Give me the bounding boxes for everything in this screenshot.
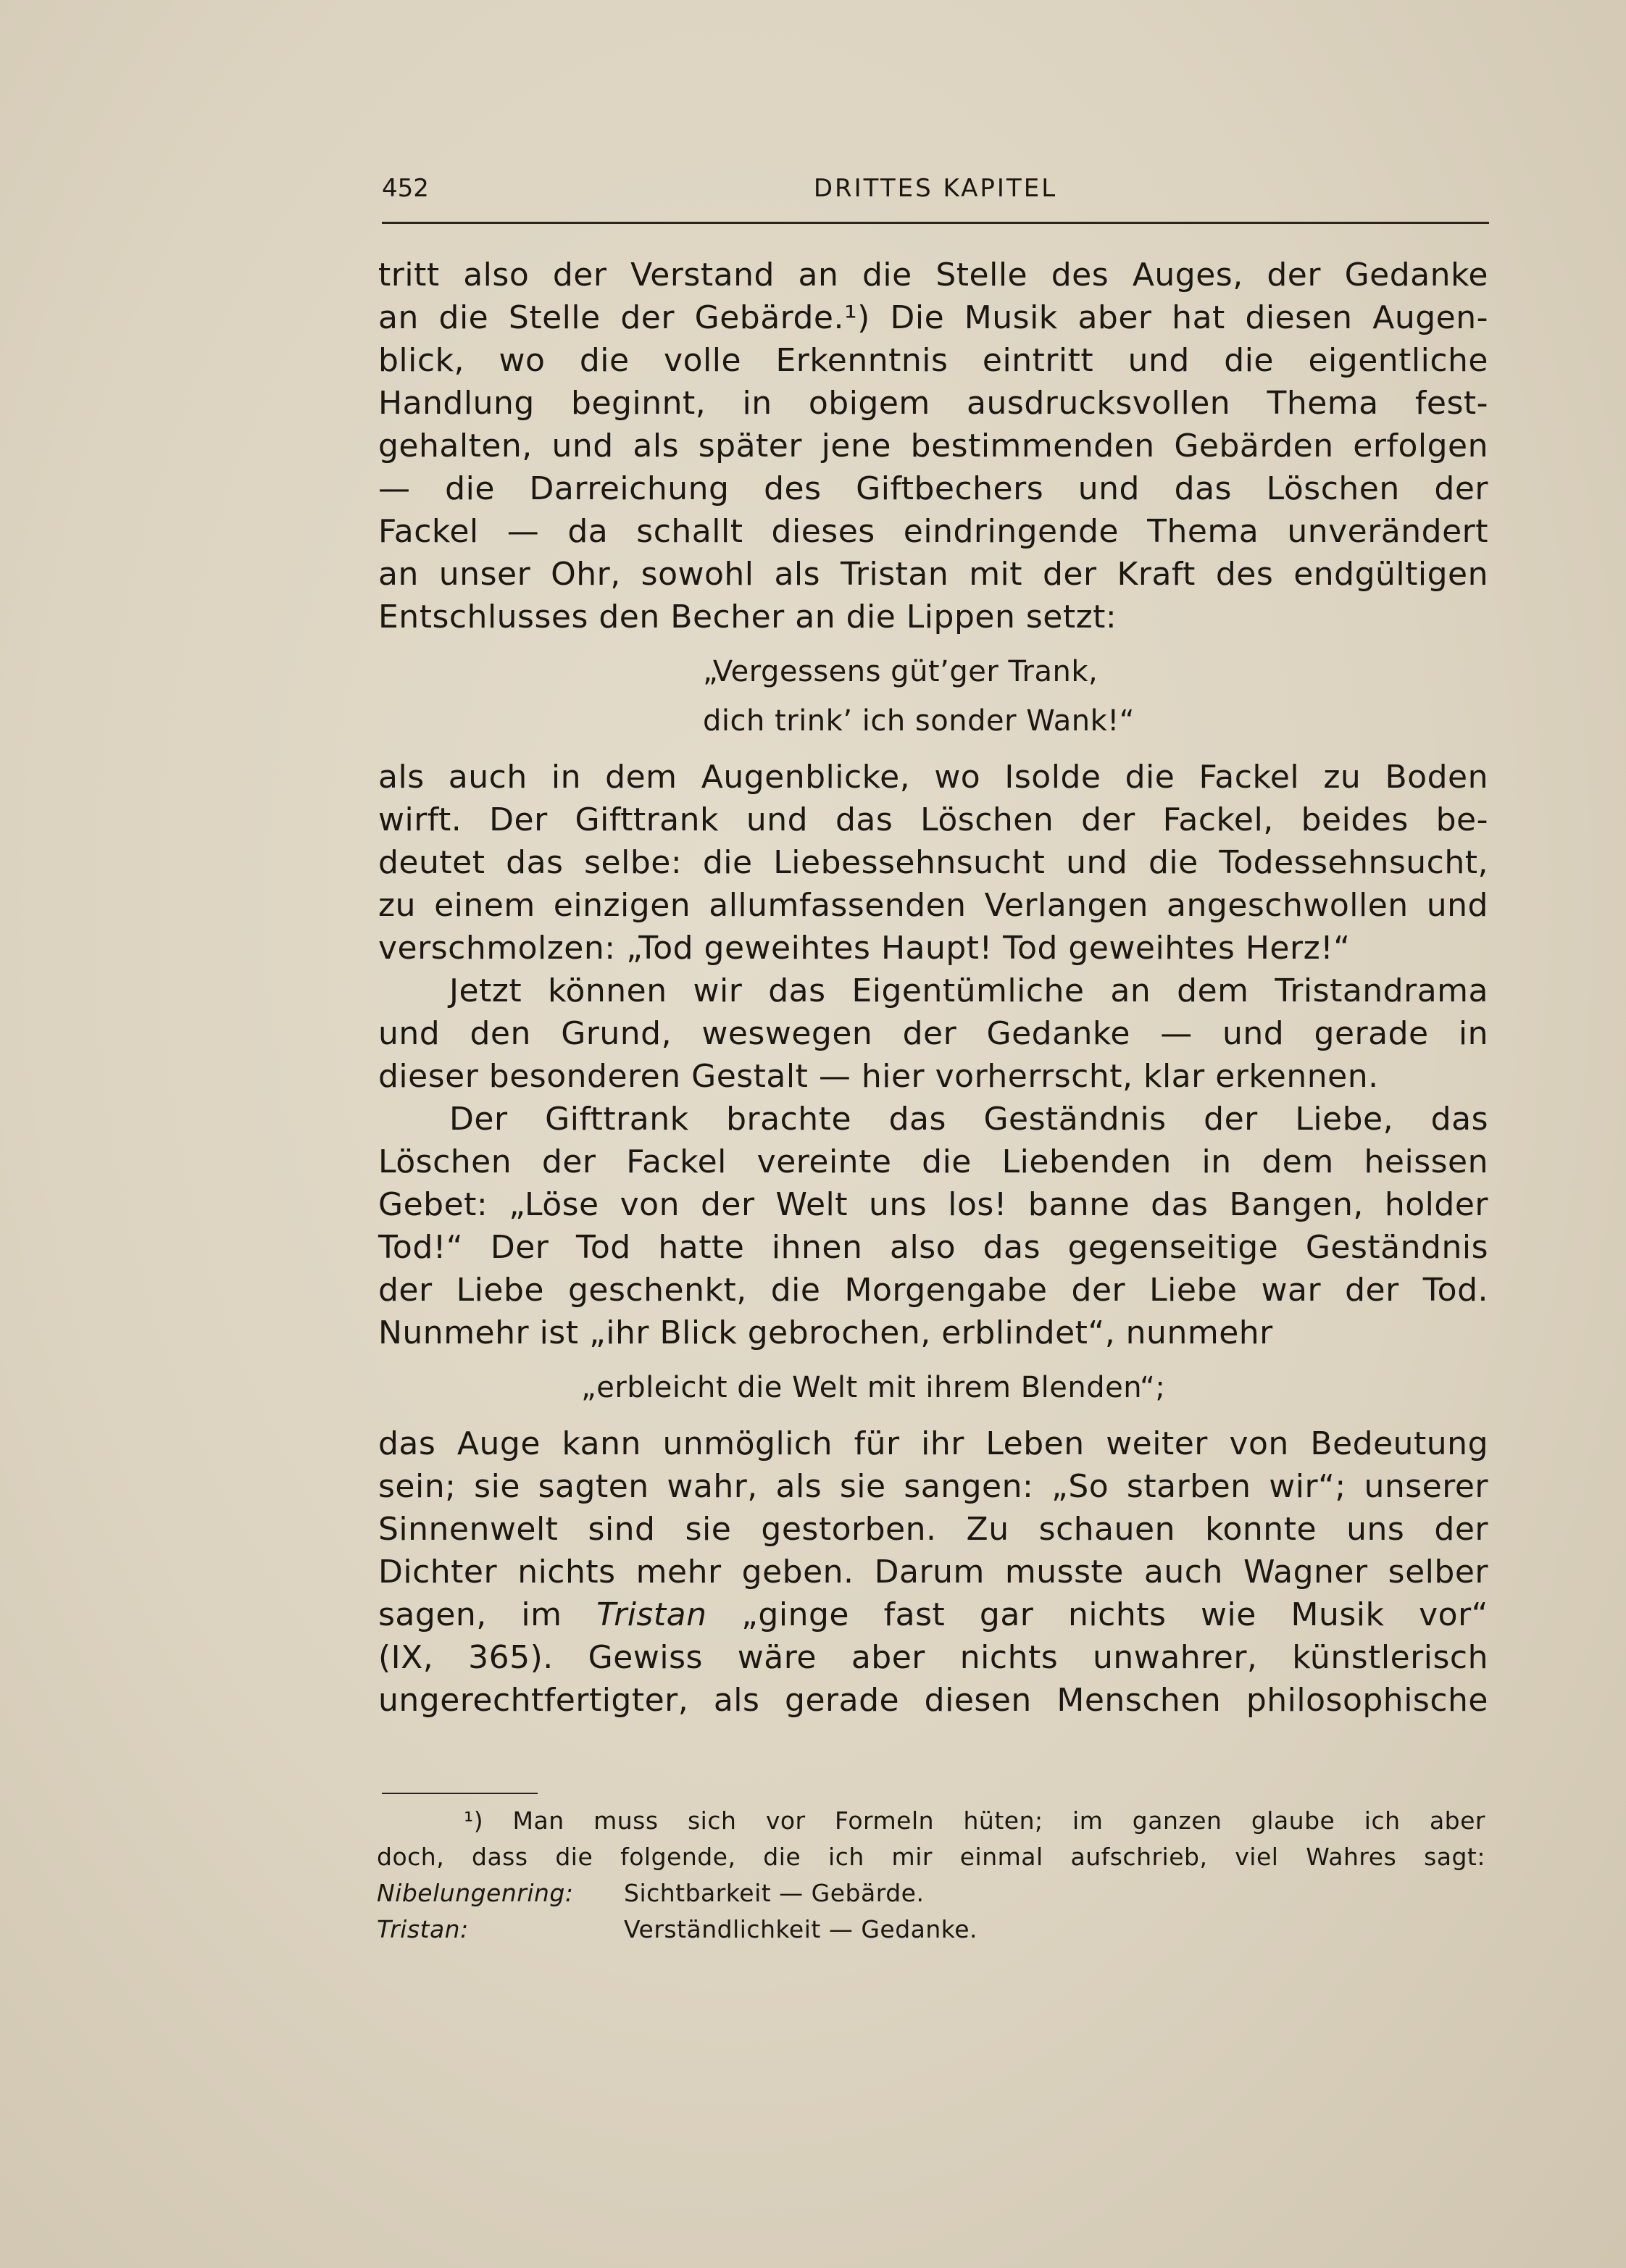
verse-line: „Vergessens güt’ger Trank, (703, 655, 1098, 688)
footnote-value: Sichtbarkeit — Gebärde. (624, 1879, 925, 1907)
verse-line: „erbleicht die Welt mit ihrem Blenden“; (581, 1371, 1166, 1404)
footnote-row (377, 1875, 1485, 1911)
text-line: Löschen der Fackel vereinte die Liebenden in dem heissen (378, 1143, 1488, 1180)
footnote-value: Verständlichkeit — Gedanke. (624, 1915, 978, 1943)
text-line: das Auge kann unmöglich für ihr Leben weiter von Bedeutung (378, 1425, 1488, 1462)
text-line: sein; sie sagten wahr, als sie sangen: „So starben wir“; unserer (378, 1468, 1488, 1505)
text-segment: „ginge fast gar nichts wie Musik vor“ (741, 1596, 1488, 1633)
page-header (382, 174, 1489, 217)
text-segment: sagen, im (378, 1596, 562, 1633)
text-line: und den Grund, weswegen der Gedanke — und gerade in (378, 1015, 1488, 1052)
text-line: Entschlusses den Becher an die Lippen setzt: (378, 599, 1117, 635)
text-line: wirft. Der Gifttrank und das Löschen der Fackel, beides be- (378, 801, 1488, 838)
text-line: blick, wo die volle Erkenntnis eintritt und die eigentliche (378, 342, 1488, 379)
text-line: dieser besonderen Gestalt — hier vorherrscht, klar erkennen. (378, 1058, 1379, 1095)
footnote-term: Tristan: (377, 1915, 469, 1943)
text-line: an unser Ohr, sowohl als Tristan mit der Kraft des endgültigen (378, 556, 1488, 593)
footnote-term: Nibelungenring: (377, 1879, 574, 1907)
footnote-marker: ¹) (464, 1806, 484, 1835)
text-line: verschmolzen: „Tod geweihtes Haupt! Tod geweihtes Herz!“ (378, 930, 1351, 967)
text-line: Fackel — da schallt dieses eindringende Thema unverändert (378, 513, 1488, 550)
paragraph-start-line: Jetzt können wir das Eigentümliche an dem Tristandrama (449, 972, 1488, 1009)
text-line: Handlung beginnt, in obigem ausdrucksvollen Thema fest- (378, 385, 1488, 422)
body-text (378, 254, 1488, 1722)
text-line: — die Darreichung des Giftbechers und das Löschen der (378, 470, 1488, 507)
text-line (378, 1593, 1488, 1636)
text-line: Dichter nichts mehr geben. Darum musste auch Wagner selber (378, 1554, 1488, 1590)
text-line: (IX, 365). Gewiss wäre aber nichts unwahrer, künstlerisch (378, 1639, 1488, 1676)
text-line: Gebet: „Löse von der Welt uns los! banne das Bangen, holder (378, 1186, 1488, 1223)
footnote-rule (382, 1793, 538, 1794)
footnote-line: doch, dass die folgende, die ich mir einmal aufschrieb, viel Wahres sagt: (377, 1843, 1485, 1871)
footnotes (377, 1803, 1485, 1948)
text-line: gehalten, und als später jene bestimmenden Gebärden erfolgen (378, 428, 1488, 464)
footnote-text: Man muss sich vor Formeln hüten; im ganzen glaube ich aber (512, 1806, 1485, 1835)
page-number: 452 (382, 174, 429, 203)
text-line: an die Stelle der Gebärde.¹) Die Musik aber hat diesen Augen- (378, 299, 1488, 336)
verse-line: dich trink’ ich sonder Wank!“ (703, 704, 1135, 738)
footnote-row (377, 1911, 1485, 1948)
text-line: Sinnenwelt sind sie gestorben. Zu schauen konnte uns der (378, 1511, 1488, 1548)
text-line: deutet das selbe: die Liebessehnsucht und die Todessehnsucht, (378, 844, 1488, 881)
footnote-line (377, 1803, 1485, 1839)
text-line: der Liebe geschenkt, die Morgengabe der Liebe war der Tod. (378, 1272, 1488, 1309)
text-line: Nunmehr ist „ihr Blick gebrochen, erblindet“, nunmehr (378, 1314, 1273, 1351)
italic-title: Tristan (596, 1596, 707, 1633)
header-rule (382, 222, 1489, 224)
text-line: als auch in dem Augenblicke, wo Isolde die Fackel zu Boden (378, 759, 1488, 796)
paragraph-start-line: Der Gifttrank brachte das Geständnis der Liebe, das (449, 1101, 1488, 1138)
text-line: zu einem einzigen allumfassenden Verlangen angeschwollen und (378, 887, 1488, 924)
text-line: ungerechtfertigter, als gerade diesen Menschen philosophische (378, 1682, 1488, 1719)
text-line: tritt also der Verstand an die Stelle des Auges, der Gedanke (378, 257, 1488, 293)
text-line: Tod!“ Der Tod hatte ihnen also das gegenseitige Geständnis (378, 1229, 1488, 1266)
running-head: DRITTES KAPITEL (813, 174, 1058, 203)
